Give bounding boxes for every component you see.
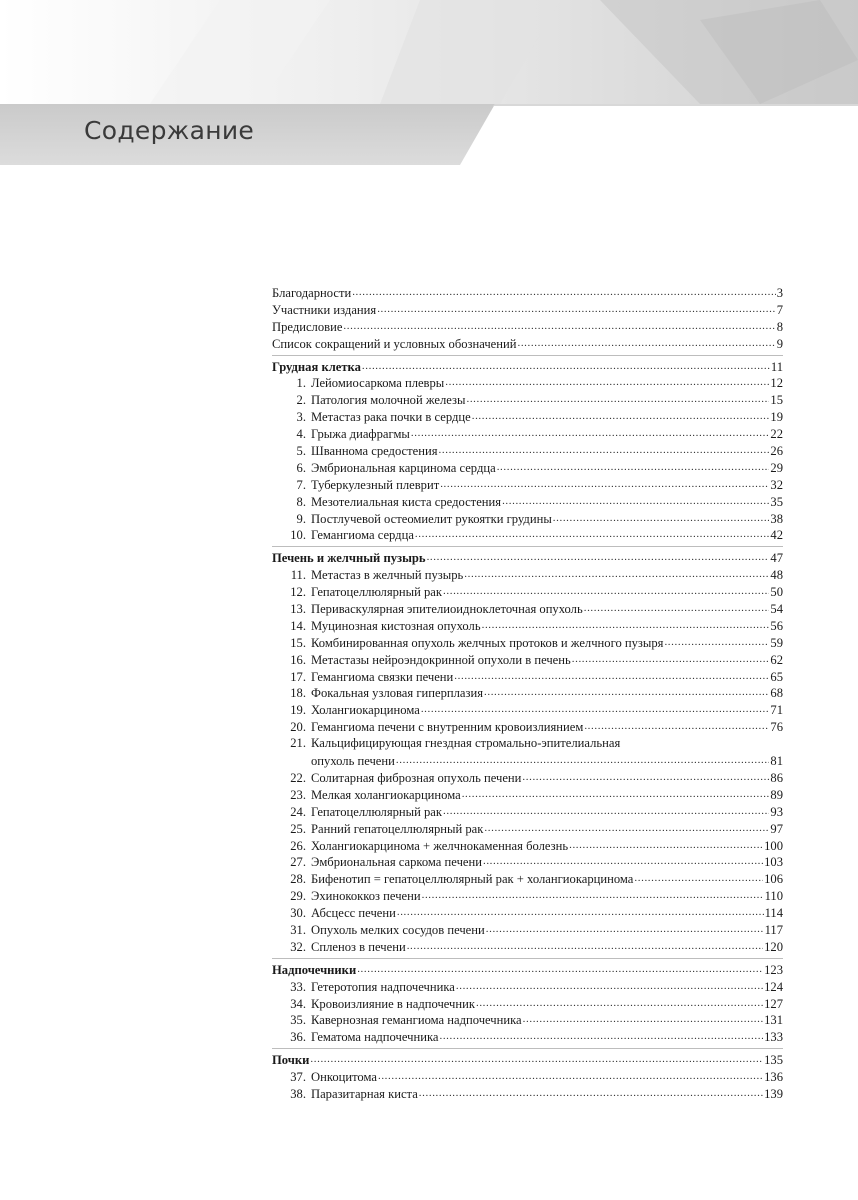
toc-page-number: 139: [764, 1086, 783, 1101]
toc-entry-label: 22. Солитарная фиброзная опухоль печени: [272, 771, 521, 786]
toc-dot-leader: [378, 1069, 763, 1081]
toc-entry-label: 26. Холангиокарцинома + желчнокаменная болезнь: [272, 839, 568, 854]
toc-page-number: 93: [770, 804, 783, 819]
toc-entry-number: 13.: [290, 602, 306, 617]
toc-entry-label: 27. Эмбриональная саркома печени: [272, 855, 482, 870]
toc-dot-leader: [443, 584, 769, 596]
toc-entry-number: 7.: [296, 477, 306, 492]
toc-section: [272, 1052, 783, 1105]
toc-dot-leader: [362, 359, 770, 371]
toc-entry-label: 4. Грыжа диафрагмы: [272, 427, 410, 442]
toc-page-number: 127: [764, 996, 783, 1011]
toc-entry-label: Список сокращений и условных обозначений: [272, 336, 517, 351]
toc-dot-leader: [464, 567, 769, 579]
toc-entry-label: Кальцифицирующая гнездная стромально-эпителиальная: [311, 736, 621, 751]
toc-page-number: 54: [770, 602, 783, 617]
toc-page-number: 65: [770, 669, 783, 684]
toc-page-number: 117: [764, 922, 783, 937]
toc-entry-number: 14.: [290, 618, 306, 633]
toc-front-matter: [272, 285, 783, 356]
toc-page-number: 68: [770, 686, 783, 701]
toc-chapter-entry[interactable]: [272, 1086, 783, 1103]
toc-entry-label: Предисловие: [272, 319, 343, 334]
toc-dot-leader: [517, 336, 775, 348]
toc-entry-label: 20. Гемангиома печени с внутренним кровоизлиянием: [272, 720, 583, 735]
toc-chapter-entry[interactable]: [272, 821, 783, 838]
toc-entry-label: Участники издания: [272, 302, 377, 317]
toc-section-heading[interactable]: [272, 550, 783, 567]
toc-entry-label: Почки: [272, 1053, 310, 1068]
toc-entry-label: 2. Патология молочной железы: [272, 393, 465, 408]
toc-page-number: 15: [770, 393, 783, 408]
toc-dot-leader: [476, 996, 763, 1008]
toc-entry-label: 34. Кровоизлияние в надпочечник: [272, 997, 475, 1012]
toc-page-number: 103: [764, 855, 783, 870]
toc-chapter-entry[interactable]: [272, 618, 783, 635]
toc-dot-leader: [352, 285, 776, 297]
toc-section-heading[interactable]: [272, 962, 783, 979]
toc-chapter-entry[interactable]: [272, 652, 783, 669]
toc-entry-label: 36. Гематома надпочечника: [272, 1030, 438, 1045]
toc-page-number: 100: [764, 838, 783, 853]
toc-section-heading[interactable]: [272, 359, 783, 376]
toc-chapter-entry[interactable]: [272, 635, 783, 652]
toc-chapter-entry[interactable]: [272, 527, 783, 544]
toc-entry-label: 35. Кавернозная гемангиома надпочечника: [272, 1013, 522, 1028]
toc-entry-label: 38. Паразитарная киста: [272, 1087, 418, 1102]
toc-page-number: 29: [770, 460, 783, 475]
toc-entry-label: 28. Бифенотип = гепатоцеллюлярный рак + холангиокарцинома: [272, 872, 633, 887]
toc-dot-leader: [483, 854, 763, 866]
toc-chapter-entry[interactable]: [272, 922, 783, 939]
toc-entry-label: 12. Гепатоцеллюлярный рак: [272, 585, 442, 600]
toc-page-number: 89: [770, 787, 783, 802]
toc-entry-label: Грудная клетка: [272, 359, 361, 374]
toc-entry-number: 31.: [290, 922, 306, 937]
toc-entry-label: 5. Шваннома средостения: [272, 444, 438, 459]
toc-entry-label: 15. Комбинированная опухоль желчных протоков и желчного пузыря: [272, 636, 663, 651]
toc-entry-number: 9.: [296, 511, 306, 526]
toc-page-number: 86: [770, 770, 783, 785]
toc-page-number: 32: [770, 477, 783, 492]
toc-chapter-entry[interactable]: [272, 601, 783, 618]
toc-entry-number: 35.: [290, 1013, 306, 1028]
toc-page-number: 133: [764, 1030, 783, 1045]
toc-dot-leader: [411, 426, 770, 438]
toc-entry-label: 31. Опухоль мелких сосудов печени: [272, 923, 485, 938]
table-of-contents: [272, 285, 783, 1108]
toc-page-number: 135: [764, 1053, 783, 1068]
toc-dot-leader: [407, 939, 763, 951]
toc-chapter-entry[interactable]: [272, 996, 783, 1013]
toc-entry-label: 16. Метастазы нейроэндокринной опухоли в печень: [272, 653, 571, 668]
toc-entry-number: 30.: [290, 906, 306, 921]
toc-entry-label: 6. Эмбриональная карцинома сердца: [272, 461, 496, 476]
toc-entry-label: 37. Онкоцитома: [272, 1070, 377, 1085]
toc-dot-leader: [462, 787, 770, 799]
toc-dot-leader: [443, 804, 769, 816]
toc-dot-leader: [569, 838, 763, 850]
toc-dot-leader: [497, 460, 770, 472]
toc-chapter-entry[interactable]: [272, 511, 783, 528]
toc-page-number: 81: [770, 754, 783, 769]
toc-entry-label: 7. Туберкулезный плеврит: [272, 478, 439, 493]
toc-section: [272, 962, 783, 1049]
toc-page-number: 120: [764, 939, 783, 954]
toc-page-number: 3: [776, 286, 783, 300]
toc-chapter-entry[interactable]: [272, 905, 783, 922]
toc-front-entry[interactable]: [272, 302, 783, 319]
toc-page-number: 136: [764, 1070, 783, 1085]
toc-dot-leader: [454, 669, 769, 681]
toc-chapter-entry[interactable]: [272, 939, 783, 956]
toc-page-number: 123: [764, 962, 783, 977]
toc-dot-leader: [357, 962, 763, 974]
toc-entry-number: 20.: [290, 720, 306, 735]
toc-entry-number: 12.: [290, 585, 306, 600]
toc-entry-number: 36.: [290, 1030, 306, 1045]
toc-dot-leader: [472, 409, 770, 421]
toc-chapter-entry[interactable]: [272, 392, 783, 409]
toc-dot-leader: [486, 922, 764, 934]
toc-page-number: 35: [770, 494, 783, 509]
toc-chapter-entry[interactable]: [272, 426, 783, 443]
toc-entry-label: Печень и желчный пузырь: [272, 551, 426, 566]
toc-entry-label: 1. Лейомиосаркома плевры: [272, 376, 444, 391]
toc-entry-number: 8.: [296, 494, 306, 509]
toc-dot-leader: [553, 511, 770, 523]
toc-entry-number: 29.: [290, 889, 306, 904]
toc-entry-label: 17. Гемангиома связки печени: [272, 670, 453, 685]
toc-entry-number: 27.: [290, 855, 306, 870]
toc-chapter-entry[interactable]: [272, 460, 783, 477]
toc-entry-number: 19.: [290, 703, 306, 718]
toc-chapter-entry[interactable]: [272, 375, 783, 392]
toc-page-number: 42: [770, 528, 783, 543]
toc-dot-leader: [439, 1029, 763, 1041]
toc-chapter-entry[interactable]: [272, 494, 783, 511]
toc-entry-number: 16.: [290, 652, 306, 667]
toc-chapter-entry[interactable]: [272, 1012, 783, 1029]
toc-dot-leader: [572, 652, 770, 664]
toc-entry-number: 21.: [290, 736, 306, 751]
toc-page-number: 22: [770, 427, 783, 442]
toc-page-number: 106: [764, 872, 783, 887]
toc-entry-label: 3. Метастаз рака почки в сердце: [272, 410, 471, 425]
toc-chapter-entry[interactable]: [272, 409, 783, 426]
toc-entry-number: 10.: [290, 528, 306, 543]
header-banner: [0, 0, 858, 165]
toc-page-number: 131: [764, 1013, 783, 1028]
toc-dot-leader: [396, 753, 770, 765]
toc-entry-label: 30. Абсцесс печени: [272, 906, 396, 921]
toc-entry-label: 10. Гемангиома сердца: [272, 528, 414, 543]
toc-chapter-entry[interactable]: [272, 854, 783, 871]
toc-dot-leader: [377, 302, 776, 314]
toc-entry-number: 22.: [290, 770, 306, 785]
toc-dot-leader: [634, 871, 763, 883]
toc-chapter-entry[interactable]: [272, 787, 783, 804]
toc-page-number: 97: [770, 821, 783, 836]
toc-section-heading[interactable]: [272, 1052, 783, 1069]
toc-entry-number: 23.: [290, 787, 306, 802]
toc-chapter-entry[interactable]: [272, 804, 783, 821]
toc-dot-leader: [422, 888, 764, 900]
toc-chapter-entry[interactable]: [272, 477, 783, 494]
toc-entry-label: 14. Муцинозная кистозная опухоль: [272, 619, 481, 634]
toc-dot-leader: [522, 770, 769, 782]
toc-dot-leader: [482, 618, 770, 630]
toc-dot-leader: [397, 905, 764, 917]
toc-chapter-entry[interactable]: [272, 702, 783, 719]
toc-page-number: 48: [770, 568, 783, 583]
toc-dot-leader: [502, 494, 769, 506]
toc-page-number: 71: [770, 703, 783, 718]
toc-page-number: 8: [776, 319, 783, 334]
toc-page-number: 59: [770, 635, 783, 650]
toc-entry-number: 34.: [290, 996, 306, 1011]
toc-section: [272, 359, 783, 548]
toc-entry-number: 26.: [290, 838, 306, 853]
toc-entry-number: 25.: [290, 821, 306, 836]
toc-front-entry[interactable]: [272, 336, 783, 353]
toc-entry-number: 24.: [290, 804, 306, 819]
toc-entry-number: 15.: [290, 635, 306, 650]
toc-entry-label: 25. Ранний гепатоцеллюлярный рак: [272, 822, 483, 837]
toc-dot-leader: [456, 979, 763, 991]
toc-chapter-entry[interactable]: [272, 1069, 783, 1086]
toc-entry-number: 5.: [296, 444, 306, 459]
toc-chapter-entry[interactable]: [272, 584, 783, 601]
toc-entry-label: 13. Периваскулярная эпителиоидноклеточная опухоль: [272, 602, 583, 617]
toc-page-number: 11: [770, 359, 783, 374]
toc-chapter-entry[interactable]: [272, 719, 783, 736]
toc-entry-number: 28.: [290, 872, 306, 887]
toc-dot-leader: [523, 1012, 763, 1024]
toc-entry-number: 6.: [296, 460, 306, 475]
toc-page-number: 62: [770, 652, 783, 667]
toc-page-number: 12: [770, 376, 783, 391]
toc-entry-number: 38.: [290, 1086, 306, 1101]
toc-page-number: 50: [770, 585, 783, 600]
toc-chapter-entry[interactable]: [272, 443, 783, 460]
toc-dot-leader: [439, 443, 770, 455]
toc-section: [272, 550, 783, 958]
toc-page-number: 124: [764, 979, 783, 994]
toc-chapter-entry[interactable]: [272, 979, 783, 996]
toc-dot-leader: [427, 550, 770, 562]
toc-entry-label: Благодарности: [272, 286, 352, 300]
toc-page-number: 19: [770, 410, 783, 425]
toc-dot-leader: [419, 1086, 763, 1098]
toc-entry-label: 29. Эхинококкоз печени: [272, 889, 421, 904]
toc-dot-leader: [584, 719, 769, 731]
toc-entry-label: 11. Метастаз в желчный пузырь: [272, 568, 463, 583]
toc-entry-label: 32. Спленоз в печени: [272, 940, 406, 955]
toc-entry-label: 23. Мелкая холангиокарцинома: [272, 788, 461, 803]
toc-entry-number: 32.: [290, 939, 306, 954]
toc-chapter-entry[interactable]: [272, 567, 783, 584]
toc-chapter-entry[interactable]: [272, 888, 783, 905]
toc-entry-label: 8. Мезотелиальная киста средостения: [272, 495, 501, 510]
toc-dot-leader: [484, 685, 769, 697]
toc-chapter-entry[interactable]: [272, 685, 783, 702]
toc-entry-number: 18.: [290, 686, 306, 701]
toc-entry-label: опухоль печени: [311, 754, 395, 769]
toc-dot-leader: [484, 821, 769, 833]
toc-entry-number: 37.: [290, 1070, 306, 1085]
toc-chapter-entry-continuation[interactable]: [272, 753, 783, 770]
page-title: Содержание: [84, 116, 255, 145]
toc-dot-leader: [445, 375, 769, 387]
toc-front-entry[interactable]: [272, 285, 783, 302]
toc-entry-number: 3.: [296, 410, 306, 425]
toc-dot-leader: [584, 601, 770, 613]
toc-chapter-entry[interactable]: [272, 1029, 783, 1046]
toc-entry-label: 24. Гепатоцеллюлярный рак: [272, 805, 442, 820]
toc-dot-leader: [421, 702, 770, 714]
toc-page-number: 47: [770, 551, 783, 566]
toc-chapter-entry[interactable]: [272, 669, 783, 686]
toc-entry-label: Надпочечники: [272, 962, 357, 977]
toc-page-number: 26: [770, 444, 783, 459]
toc-page-number: 56: [770, 618, 783, 633]
toc-page-number: 114: [764, 906, 783, 921]
toc-entry-label: 9. Постлучевой остеомиелит рукоятки грудины: [272, 512, 552, 527]
toc-entry-number: 4.: [296, 427, 306, 442]
toc-entry-label: 19. Холангиокарцинома: [272, 703, 420, 718]
toc-dot-leader: [664, 635, 769, 647]
toc-page-number: 7: [776, 302, 783, 317]
toc-front-entry[interactable]: [272, 319, 783, 336]
toc-dot-leader: [440, 477, 769, 489]
toc-page-number: 9: [776, 336, 783, 351]
toc-entry-number: 11.: [290, 568, 306, 583]
toc-entry-number: 1.: [296, 376, 306, 391]
toc-dot-leader: [415, 527, 769, 539]
toc-page-number: 76: [770, 720, 783, 735]
toc-entry-number: 2.: [296, 393, 306, 408]
toc-dot-leader: [343, 319, 775, 331]
toc-page-number: 38: [770, 511, 783, 526]
toc-chapter-entry-wrapped[interactable]: [272, 736, 783, 753]
toc-entry-number: 17.: [290, 669, 306, 684]
toc-dot-leader: [310, 1052, 763, 1064]
toc-entry-label: 18. Фокальная узловая гиперплазия: [272, 686, 483, 701]
toc-entry-label: 33. Гетеротопия надпочечника: [272, 980, 455, 995]
toc-page-number: 110: [764, 889, 783, 904]
toc-chapter-entry[interactable]: [272, 838, 783, 855]
toc-chapter-entry[interactable]: [272, 871, 783, 888]
toc-entry-number: 33.: [290, 979, 306, 994]
toc-chapter-entry[interactable]: [272, 770, 783, 787]
toc-dot-leader: [466, 392, 769, 404]
